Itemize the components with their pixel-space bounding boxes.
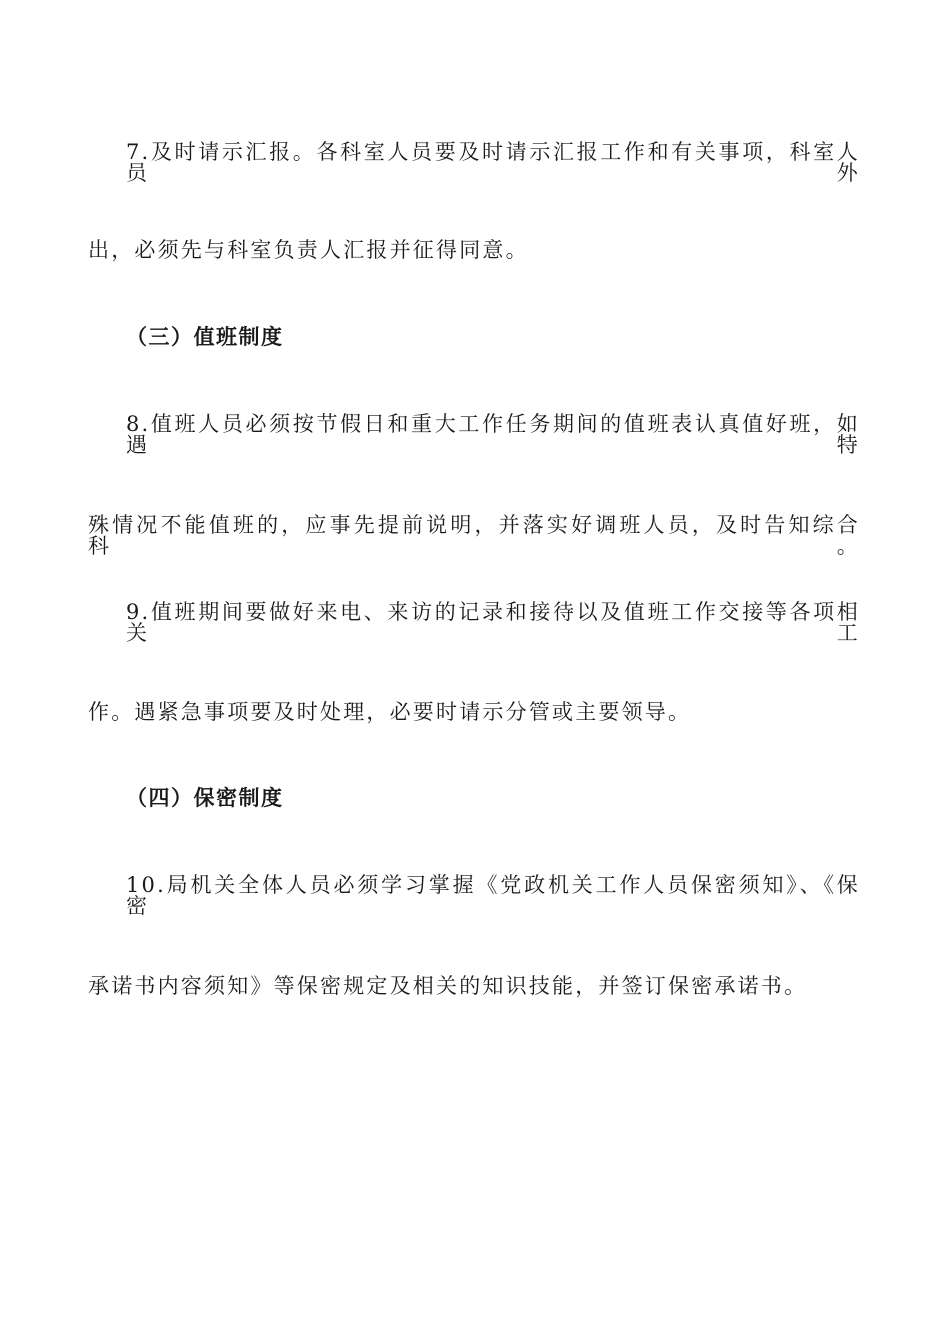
item-7-line-1: 7.及时请示汇报。各科室人员要及时请示汇报工作和有关事项，科室人员外 [126, 140, 860, 185]
item-9-line-2: 作。遇紧急事项要及时处理，必要时请示分管或主要领导。 [88, 700, 692, 724]
item-9-line-1: 9.值班期间要做好来电、来访的记录和接待以及值班工作交接等各项相关工 [126, 600, 860, 645]
item-7-line-2: 出，必须先与科室负责人汇报并征得同意。 [88, 238, 529, 262]
section-heading-duty: （三）值班制度 [126, 325, 284, 349]
item-10-line-2: 承诺书内容须知》等保密规定及相关的知识技能，并签订保密承诺书。 [88, 974, 808, 998]
item-8-line-2: 殊情况不能值班的，应事先提前说明，并落实好调班人员，及时告知综合科。 [88, 513, 860, 558]
item-10-line-1: 10.局机关全体人员必须学习掌握《党政机关工作人员保密须知》、《保密 [126, 873, 860, 918]
section-heading-confidentiality: （四）保密制度 [126, 786, 284, 810]
item-8-line-1: 8.值班人员必须按节假日和重大工作任务期间的值班表认真值好班，如遇特 [126, 412, 860, 457]
